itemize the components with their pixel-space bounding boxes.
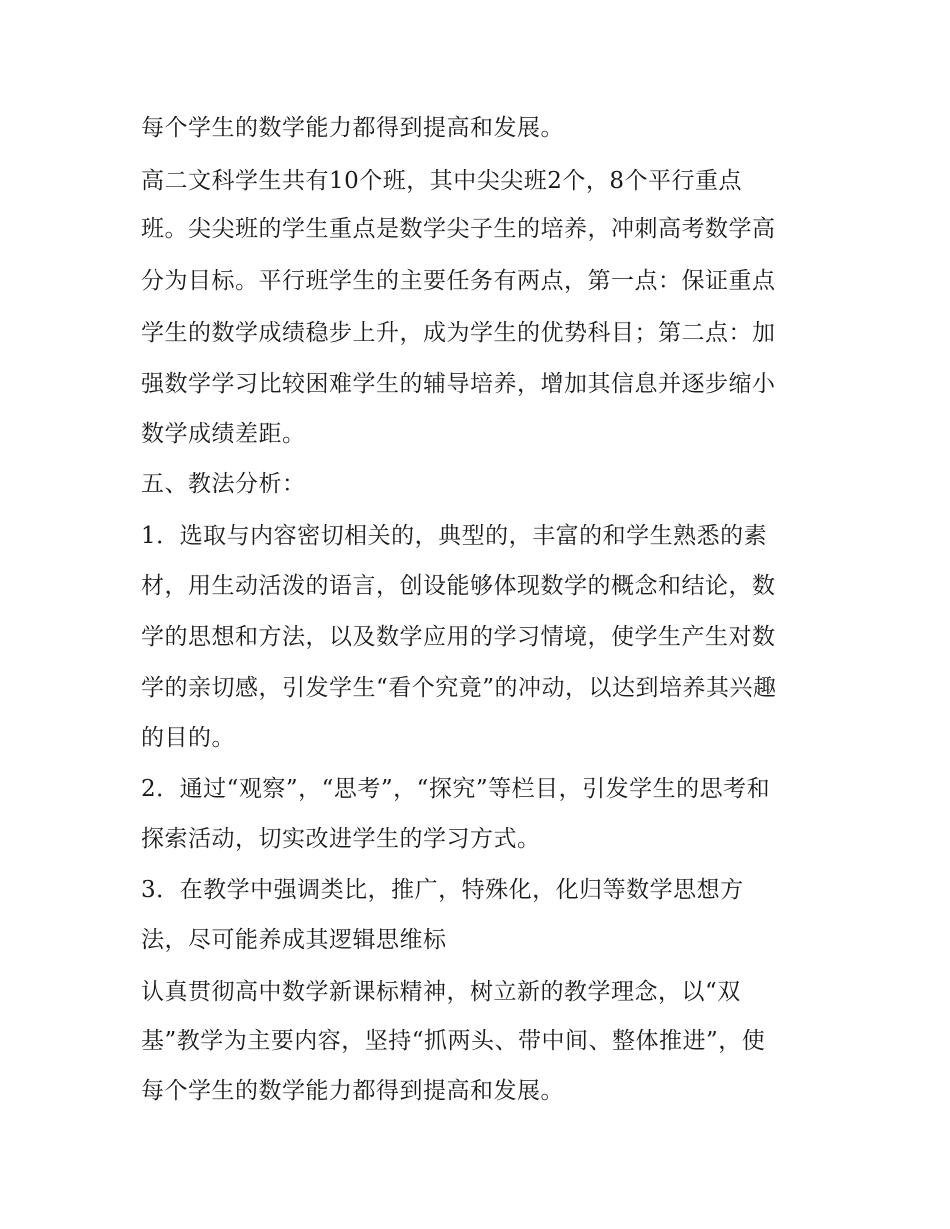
text-line: 分为目标。平行班学生的主要任务有两点，第一点：保证重点 (141, 268, 776, 294)
text-line: 每个学生的数学能力都得到提高和发展。 (141, 1078, 564, 1104)
text-line: 基”教学为主要内容，坚持“抓两头、带中间、整体推进”，使 (141, 1028, 766, 1054)
section-heading: 五、教法分析： (141, 471, 306, 497)
text-line: 每个学生的数学能力都得到提高和发展。 (141, 115, 564, 141)
text-line: 认真贯彻高中数学新课标精神，树立新的教学理念，以“双 (141, 979, 741, 1005)
text-line: 1．选取与内容密切相关的，典型的，丰富的和学生熟悉的素 (141, 523, 768, 549)
text-line: 强数学学习比较困难学生的辅导培养，增加其信息并逐步缩小 (141, 371, 776, 397)
text-line: 班。尖尖班的学生重点是数学尖子生的培养，冲刺高考数学高 (141, 216, 776, 242)
text-line: 3．在教学中强调类比，推广，特殊化，化归等数学思想方 (141, 877, 744, 903)
text-line: 的目的。 (141, 725, 235, 751)
text-line: 材，用生动活泼的语言，创设能够体现数学的概念和结论，数 (141, 573, 776, 599)
text-line: 高二文科学生共有10个班，其中尖尖班2个，8个平行重点 (141, 168, 743, 194)
text-line: 2．通过“观察”，“思考”，“探究”等栏目，引发学生的思考和 (141, 776, 771, 802)
text-line: 学的思想和方法，以及数学应用的学习情境，使学生产生对数 (141, 624, 776, 650)
text-line: 探索活动，切实改进学生的学习方式。 (141, 826, 541, 852)
text-line: 学的亲切感，引发学生“看个究竟”的冲动，以达到培养其兴趣 (141, 675, 777, 701)
text-line: 数学成绩差距。 (141, 421, 306, 447)
text-line: 法，尽可能养成其逻辑思维标 (141, 927, 447, 953)
text-line: 学生的数学成绩稳步上升，成为学生的优势科目；第二点：加 (141, 320, 776, 346)
